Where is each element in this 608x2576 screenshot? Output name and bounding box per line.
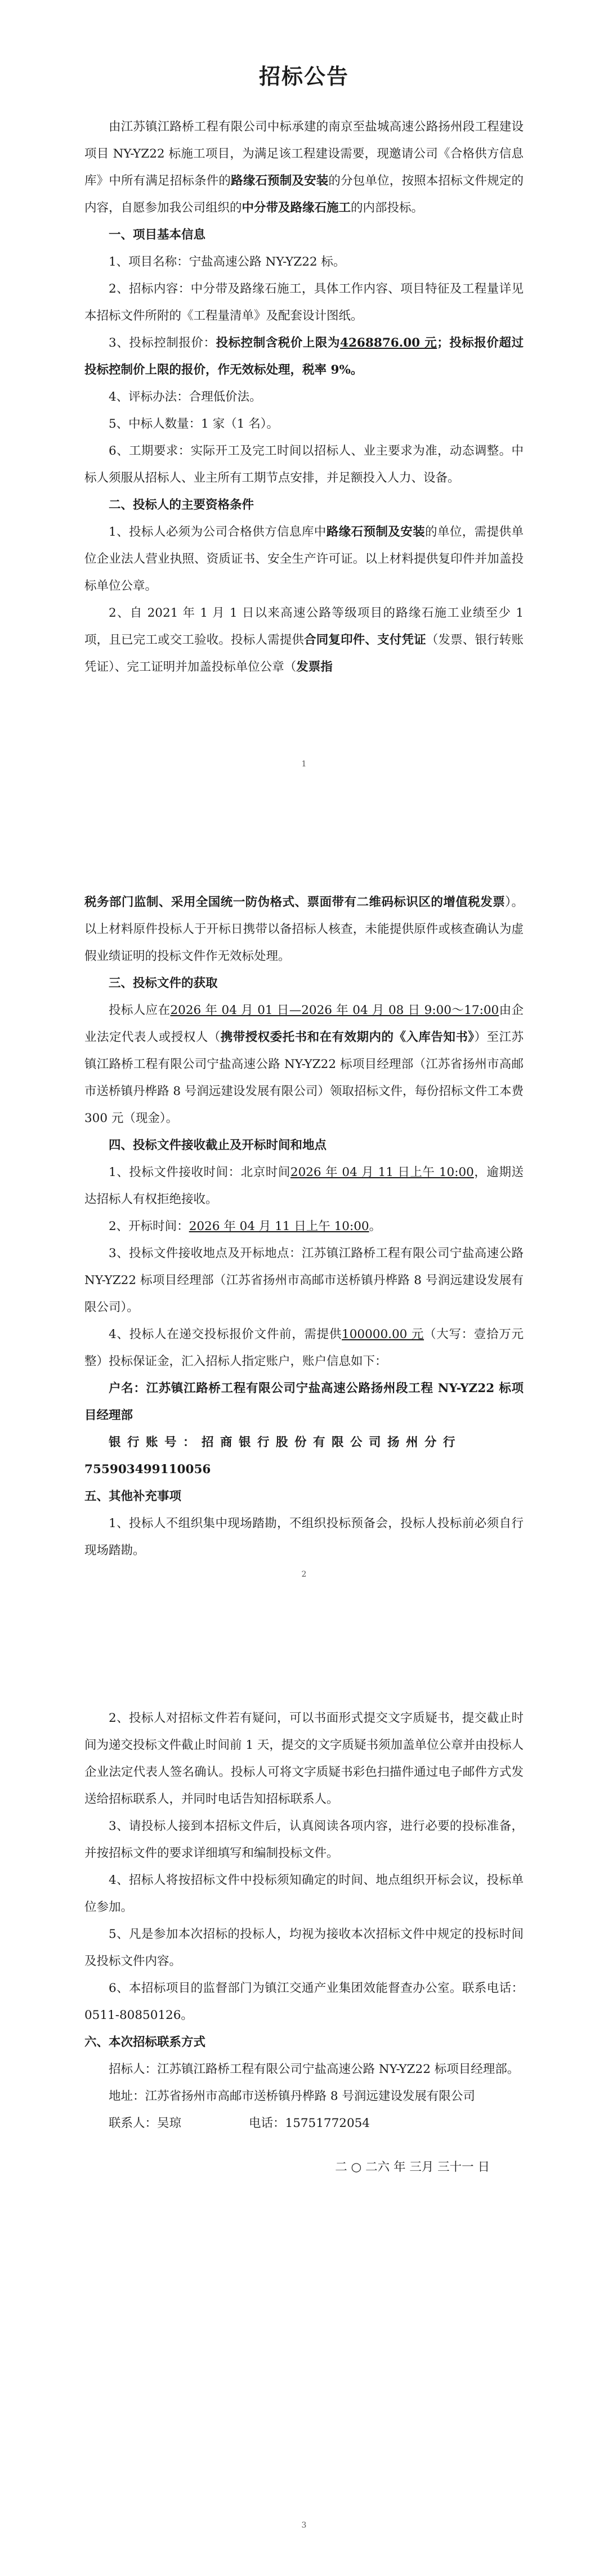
intro-paragraph: 由江苏镇江路桥工程有限公司中标承建的南京至盐城高速公路扬州段工程建设项目 NY-YZ22 标施工项目，为满足该工程建设需要，现邀请公司《合格供方信息库》中所有满足招标条件的路缘石预制及安装的分包单位，按照本招标文件规定的内容，自愿参加我公司组织的中分带及路缘石施工的内部投标。 bbox=[84, 120, 524, 215]
page-number-3: 3 bbox=[301, 2521, 307, 2530]
page-title: 招标公告 bbox=[258, 64, 349, 89]
s5-item-4: 4、招标人将按招标文件中投标须知确定的时间、地点组织开标会议，投标单位参加。 bbox=[84, 1873, 524, 1914]
page-3-content bbox=[84, 1705, 524, 2181]
s5-item-3: 3、请投标人接到本招标文件后，认真阅读各项内容，进行必要的投标准备，并按招标文件的要求详细填写和编制投标文件。 bbox=[84, 1819, 524, 1860]
page-number-1: 1 bbox=[301, 760, 307, 769]
s6-tenderer: 招标人：江苏镇江路桥工程有限公司宁盐高速公路 NY-YZ22 标项目经理部。 bbox=[109, 2062, 520, 2076]
page-2-content bbox=[84, 889, 524, 1564]
s1-item-6: 6、工期要求：实际开工及完工时间以招标人、业主要求为准，动态调整。中标人须服从招标人、业主所有工期节点安排，并足额投入人力、设备。 bbox=[84, 444, 524, 485]
section-6-heading: 六、本次招标联系方式 bbox=[84, 2035, 206, 2049]
document-date: 二 ○ 二六 年 三月 三十一 日 bbox=[335, 2160, 490, 2174]
s1-item-5: 5、中标人数量：1 家（1 名）。 bbox=[109, 417, 279, 431]
s4-item-2: 2、开标时间：2026 年 04 月 11 日上午 10:00。 bbox=[109, 1219, 382, 1233]
s2-item-1: 1、投标人必须为公司合格供方信息库中路缘石预制及安装的单位，需提供单位企业法人营业执照、资质证书、安全生产许可证。以上材料提供复印件并加盖投标单位公章。 bbox=[84, 525, 524, 593]
account-name: 户名：江苏镇江路桥工程有限公司宁盐高速公路扬州段工程 NY-YZ22 标项目经理部 bbox=[84, 1381, 524, 1422]
s1-item-2: 2、招标内容：中分带及路缘石施工，具体工作内容、项目特征及工程量详见本招标文件所附的《工程量清单》及配套设计图纸。 bbox=[84, 282, 524, 323]
s6-address: 地址：江苏省扬州市高邮市送桥镇丹桦路 8 号润远建设发展有限公司 bbox=[109, 2089, 475, 2103]
s5-item-6: 6、本招标项目的监督部门为镇江交通产业集团效能督查办公室。联系电话：0511-80850126。 bbox=[84, 1981, 524, 2022]
s5-item-1: 1、投标人不组织集中现场踏勘，不组织投标预备会，投标人投标前必须自行现场踏勘。 bbox=[84, 1516, 524, 1558]
page-1-content bbox=[84, 59, 524, 681]
s2-item-2: 2、自 2021 年 1 月 1 日以来高速公路等级项目的路缘石施工业绩至少 1 项，且已完工或交工验收。投标人需提供合同复印件、支付凭证（发票、银行转账凭证）、完工证明并加盖投标单位公章（发票指 bbox=[84, 606, 524, 674]
section-5-heading: 五、其他补充事项 bbox=[84, 1489, 182, 1504]
s4-item-1: 1、投标文件接收时间：北京时间2026 年 04 月 11 日上午 10:00，逾期送达招标人有权拒绝接收。 bbox=[84, 1165, 524, 1206]
s2-item-2-continued: 税务部门监制、采用全国统一防伪格式、票面带有二维码标识区的增值税发票）。以上材料原件投标人于开标日携带以备招标人核查，未能提供原件或核查确认为虚假业绩证明的投标文件作无效标处理。 bbox=[84, 895, 524, 963]
s5-item-2: 2、投标人对招标文件若有疑问，可以书面形式提交文字质疑书，提交截止时间为递交投标文件截止时间前 1 天，提交的文字质疑书须加盖单位公章并由投标人企业法定代表人签名确认。投标人可将文字质疑书彩色扫描件通过电子邮件方式发送给招标联系人，并同时电话告知招标联系人。 bbox=[84, 1711, 524, 1806]
section-4-heading: 四、投标文件接收截止及开标时间和地点 bbox=[109, 1138, 327, 1152]
account-number: 银行账号：招商银行股份有限公司扬州分行755903499110056 bbox=[84, 1435, 462, 1477]
page-number-2: 2 bbox=[301, 1570, 307, 1579]
s4-item-3: 3、投标文件接收地点及开标地点：江苏镇江路桥工程有限公司宁盐高速公路 NY-YZ22 标项目经理部（江苏省扬州市高邮市送桥镇丹桦路 8 号润远建设发展有限公司）。 bbox=[84, 1246, 524, 1314]
s1-item-3: 3、投标控制报价：投标控制含税价上限为4268876.00 元；投标报价超过投标控制价上限的报价，作无效标处理，税率 9%。 bbox=[84, 336, 524, 377]
section-1-heading: 一、项目基本信息 bbox=[109, 228, 206, 242]
s6-contact: 联系人：吴琼 电话：15751772054 bbox=[109, 2116, 370, 2130]
s3-item-1: 投标人应在2026 年 04 月 01 日—2026 年 04 月 08 日 9:00～17:00由企业法定代表人或授权人（携带授权委托书和在有效期内的《入库告知书》）至江苏镇江路桥工程有限公司宁盐高速公路 NY-YZ22 标项目经理部（江苏省扬州市高邮市送桥镇丹桦路 8 号润远建设发展有限公司）领取招标文件，每份招标文件工本费 300 元（现金）。 bbox=[84, 1003, 524, 1125]
section-3-heading: 三、投标文件的获取 bbox=[109, 976, 218, 990]
s4-item-4: 4、投标人在递交投标报价文件前，需提供100000.00 元（大写：壹拾万元整）投标保证金，汇入招标人指定账户，账户信息如下： bbox=[84, 1327, 524, 1368]
s5-item-5: 5、凡是参加本次招标的投标人，均视为接收本次招标文件中规定的投标时间及投标文件内容。 bbox=[84, 1927, 524, 1968]
section-2-heading: 二、投标人的主要资格条件 bbox=[109, 498, 254, 512]
s1-item-1: 1、项目名称：宁盐高速公路 NY-YZ22 标。 bbox=[109, 255, 346, 269]
s1-item-4: 4、评标办法：合理低价法。 bbox=[109, 390, 262, 404]
